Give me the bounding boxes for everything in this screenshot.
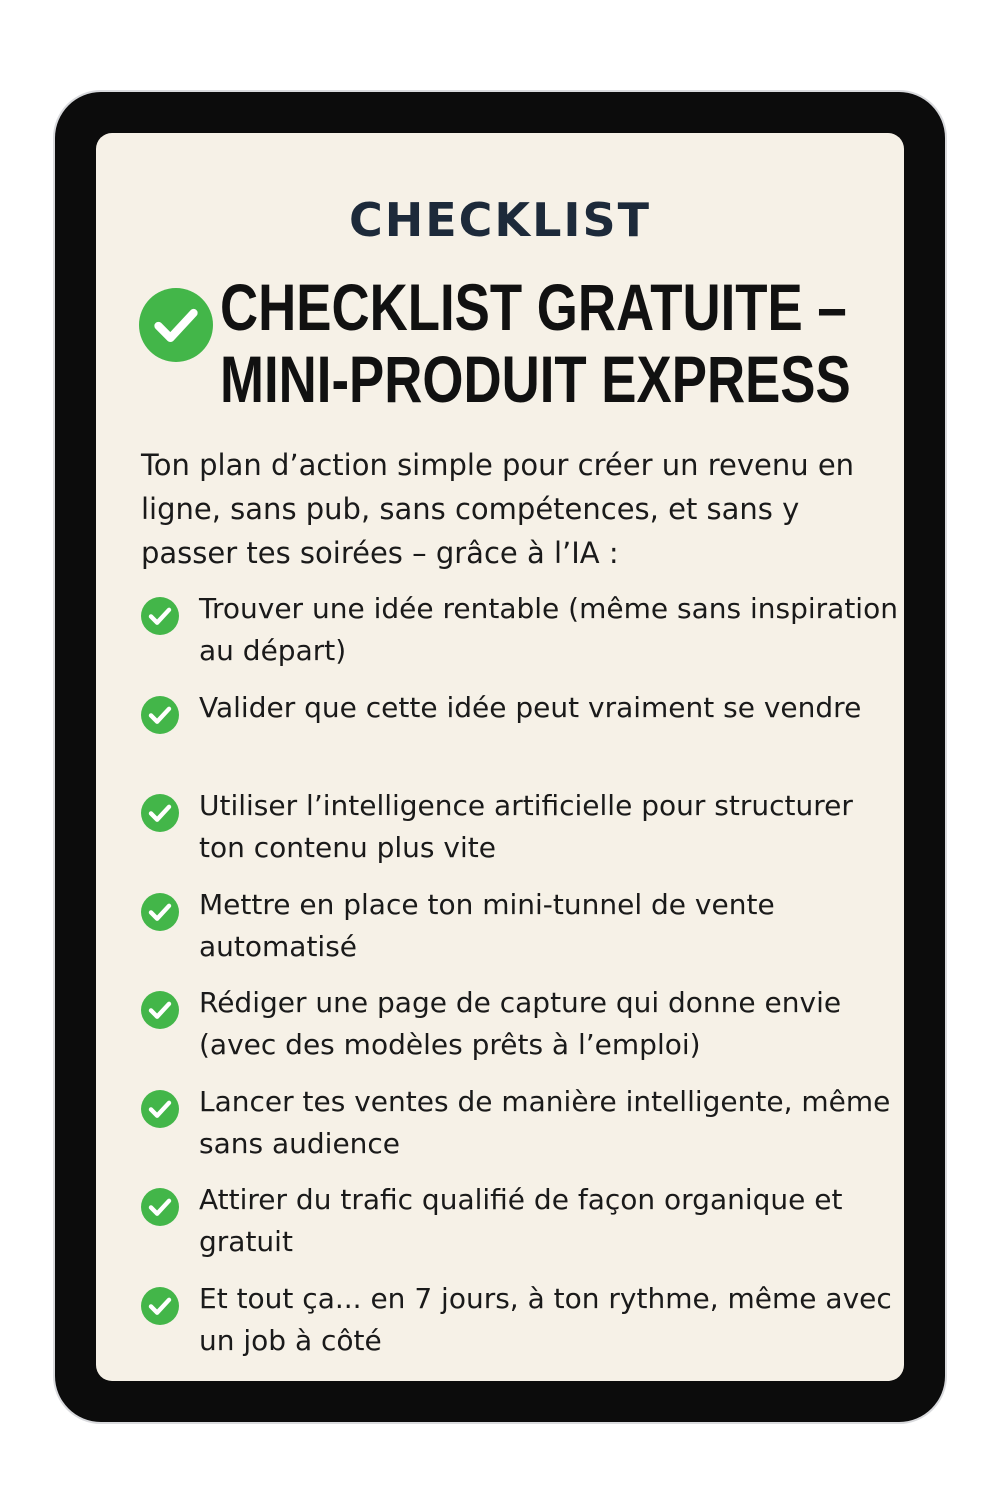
tablet-frame — [55, 92, 945, 1422]
check-circle-icon — [141, 991, 179, 1029]
checklist-item — [141, 687, 901, 786]
checklist — [141, 588, 901, 1376]
checklist-item-text: Rédiger une page de capture qui donne envie (avec des modèles prêts à l’emploi) — [199, 986, 842, 1061]
checklist-item-text: Utiliser l’intelligence artificielle pour structurer ton contenu plus vite — [199, 789, 853, 864]
page-title-line-1: CHECKLIST GRATUITE – — [220, 270, 847, 344]
page-title-line-2: MINI-PRODUIT EXPRESS — [220, 342, 851, 416]
checklist-item-text: Valider que cette idée peut vraiment se vendre — [199, 690, 862, 724]
check-circle-icon — [141, 1188, 179, 1226]
check-circle-icon — [141, 794, 179, 832]
checklist-item-text: Mettre en place ton mini-tunnel de vente automatisé — [199, 887, 775, 963]
checklist-item — [141, 982, 901, 1081]
check-circle-icon — [141, 893, 179, 931]
checklist-item — [141, 1081, 901, 1180]
check-circle-icon — [139, 288, 213, 362]
checklist-item — [141, 1179, 901, 1278]
check-circle-icon — [141, 1090, 179, 1128]
intro-paragraph: Ton plan d’action simple pour créer un revenu en ligne, sans pub, sans compétences, et sans y passer tes soirées – grâce à l’IA : — [141, 448, 855, 570]
page-title — [220, 271, 880, 415]
checklist-item-text: Trouver une idée rentable (même sans inspiration au départ) — [199, 592, 898, 667]
checklist-item-text: Lancer tes ventes de manière intelligente, même sans audience — [199, 1084, 891, 1160]
checklist-item-text: Attirer du trafic qualifié de façon organique et gratuit — [199, 1183, 843, 1258]
check-circle-icon — [141, 1287, 179, 1325]
checklist-item — [141, 588, 901, 687]
check-circle-icon — [141, 696, 179, 734]
check-circle-icon — [141, 597, 179, 635]
checklist-item — [141, 884, 901, 983]
kicker-title: CHECKLIST — [348, 193, 652, 247]
checklist-item — [141, 1278, 901, 1377]
checklist-item — [141, 785, 901, 884]
tablet-screen — [96, 133, 904, 1381]
checklist-item-text: Et tout ça... en 7 jours, à ton rythme, même avec un job à côté — [199, 1281, 892, 1357]
